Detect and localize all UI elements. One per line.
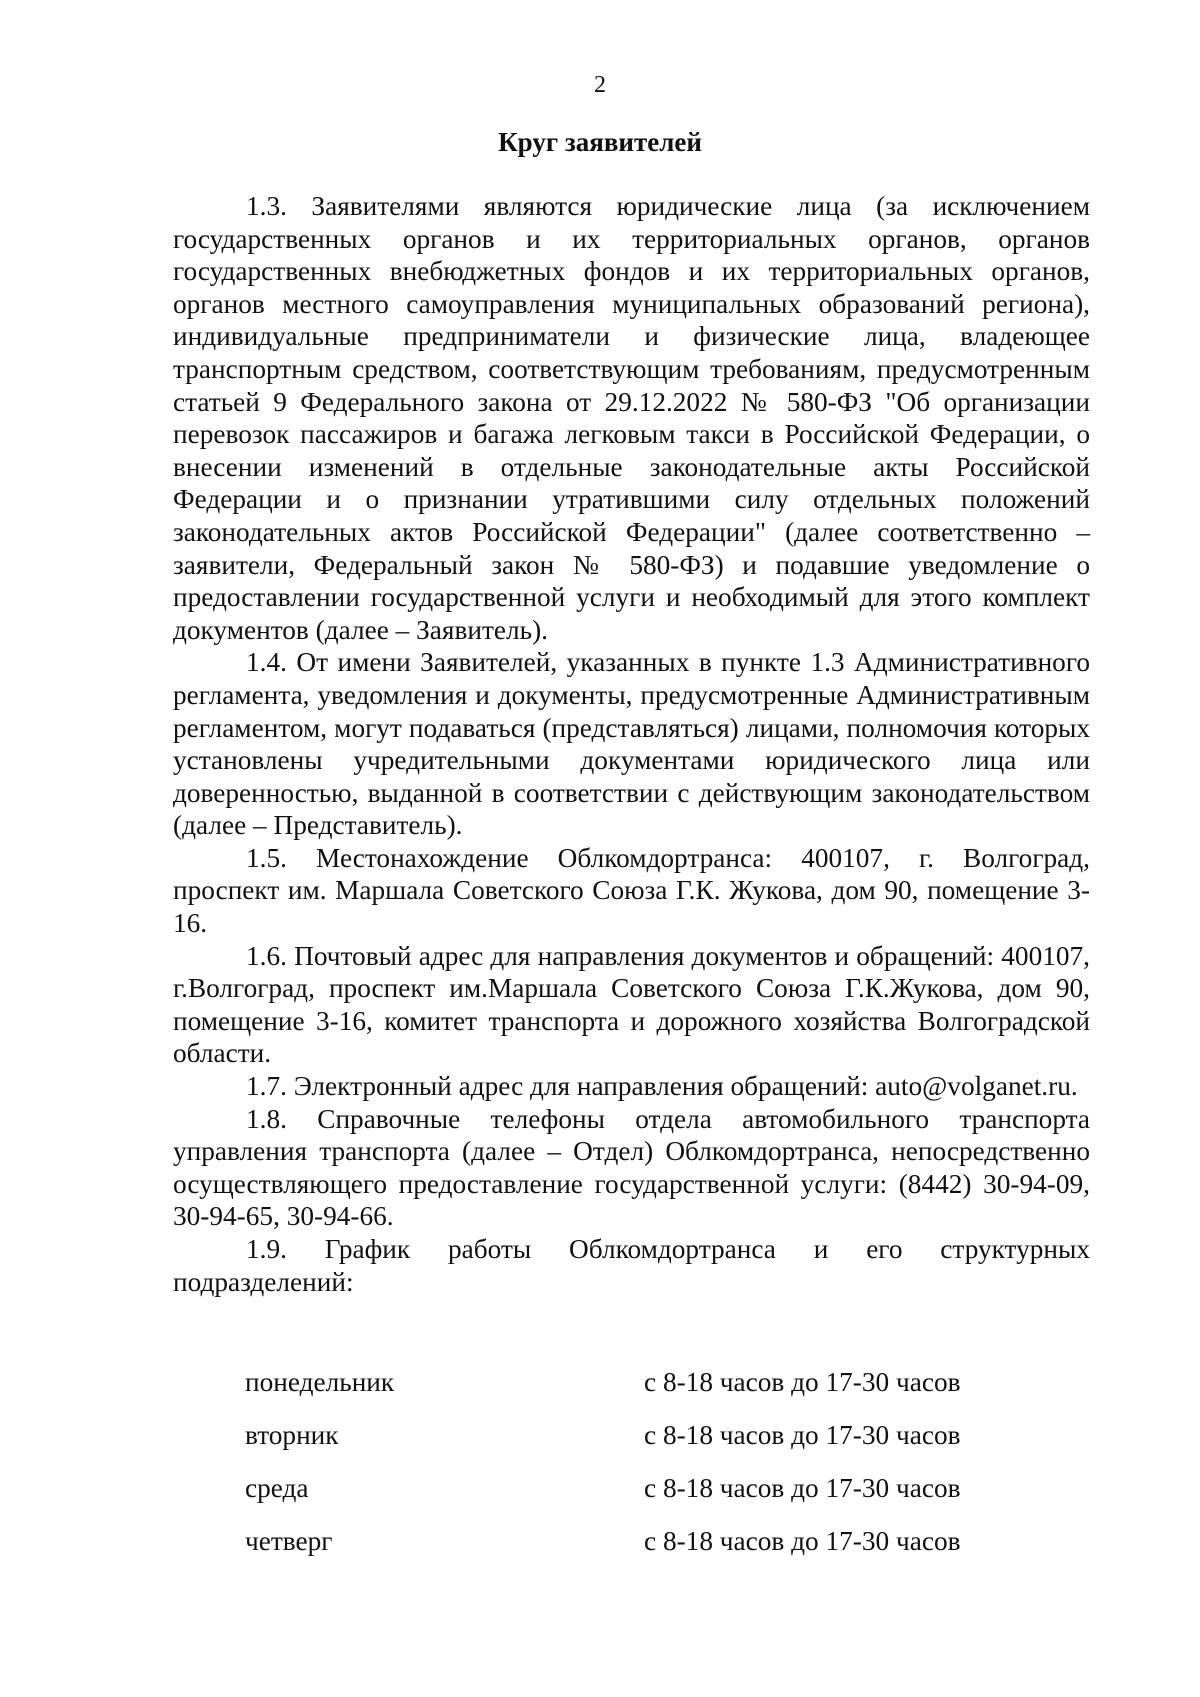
schedule-hours: с 8-18 часов до 17-30 часов: [644, 1367, 961, 1397]
paragraph-1-3: 1.3. Заявителями являются юридические лица (за исключением государственных органов и их территориальных органов, органов государственных внебюджетных фондов и их территориальных органов, органов местного самоуправления муниципальных образований региона), индивидуальные предприниматели и физические лица, владеющее транспортным средством, соответствующим требованиям, предусмотренным статьей 9 Федерального закона от 29.12.2022 № 580-ФЗ "Об организации перевозок пассажиров и багажа легковым такси в Российской Федерации, о внесении изменений в отдельные законодательные акты Российской Федерации и о признании утратившими силу отдельных положений законодательных актов Российской Федерации" (далее соответственно – заявители, Федеральный закон № 580-ФЗ) и подавшие уведомление о предоставлении государственной услуги и необходимый для этого комплект документов (далее – Заявитель).: [173, 191, 1090, 645]
schedule-day: четверг: [245, 1526, 333, 1556]
schedule-day: вторник: [245, 1420, 339, 1450]
work-schedule: [245, 1365, 1005, 1577]
schedule-day: среда: [245, 1473, 309, 1503]
schedule-row: [245, 1524, 1005, 1577]
schedule-row: [245, 1418, 1005, 1471]
paragraph-1-8: 1.8. Справочные телефоны отдела автомобильного транспорта управления транспорта (далее – Отдел) Облкомдортранса, непосредственно осуществляющего предоставление государственной услуги: (8442) 30-94-09, 30-94-65, 30-94-66.: [173, 1103, 1090, 1232]
schedule-hours: с 8-18 часов до 17-30 часов: [644, 1420, 961, 1450]
page-number: 2: [594, 72, 606, 98]
paragraph-1-9: 1.9. График работы Облкомдортранса и его структурных подразделений:: [173, 1234, 1090, 1297]
schedule-row: [245, 1471, 1005, 1524]
paragraph-1-6: 1.6. Почтовый адрес для направления документов и обращений: 400107, г.Волгоград, проспект им.Маршала Советского Союза Г.К.Жукова, дом 90, помещение 3-16, комитет транспорта и дорожного хозяйства Волгоградской области.: [173, 940, 1090, 1069]
section-title: Круг заявителей: [498, 127, 702, 157]
schedule-day: понедельник: [245, 1367, 395, 1397]
document-body: [173, 190, 1090, 1298]
schedule-hours: с 8-18 часов до 17-30 часов: [644, 1526, 961, 1556]
schedule-row: [245, 1365, 1005, 1418]
paragraph-1-7: 1.7. Электронный адрес для направления обращений: auto@volganet.ru.: [246, 1071, 1078, 1102]
paragraph-1-4: 1.4. От имени Заявителей, указанных в пункте 1.3 Административного регламента, уведомления и документы, предусмотренные Административным регламентом, могут подаваться (представляться) лицами, полномочия которых установлены учредительными документами юридического лица или доверенностью, выданной в соответствии с действующим законодательством (далее – Представитель).: [173, 647, 1090, 841]
schedule-hours: с 8-18 часов до 17-30 часов: [644, 1473, 961, 1503]
paragraph-1-5: 1.5. Местонахождение Облкомдортранса: 400107, г. Волгоград, проспект им. Маршала Советского Союза Г.К. Жукова, дом 90, помещение 3-16.: [173, 842, 1090, 939]
